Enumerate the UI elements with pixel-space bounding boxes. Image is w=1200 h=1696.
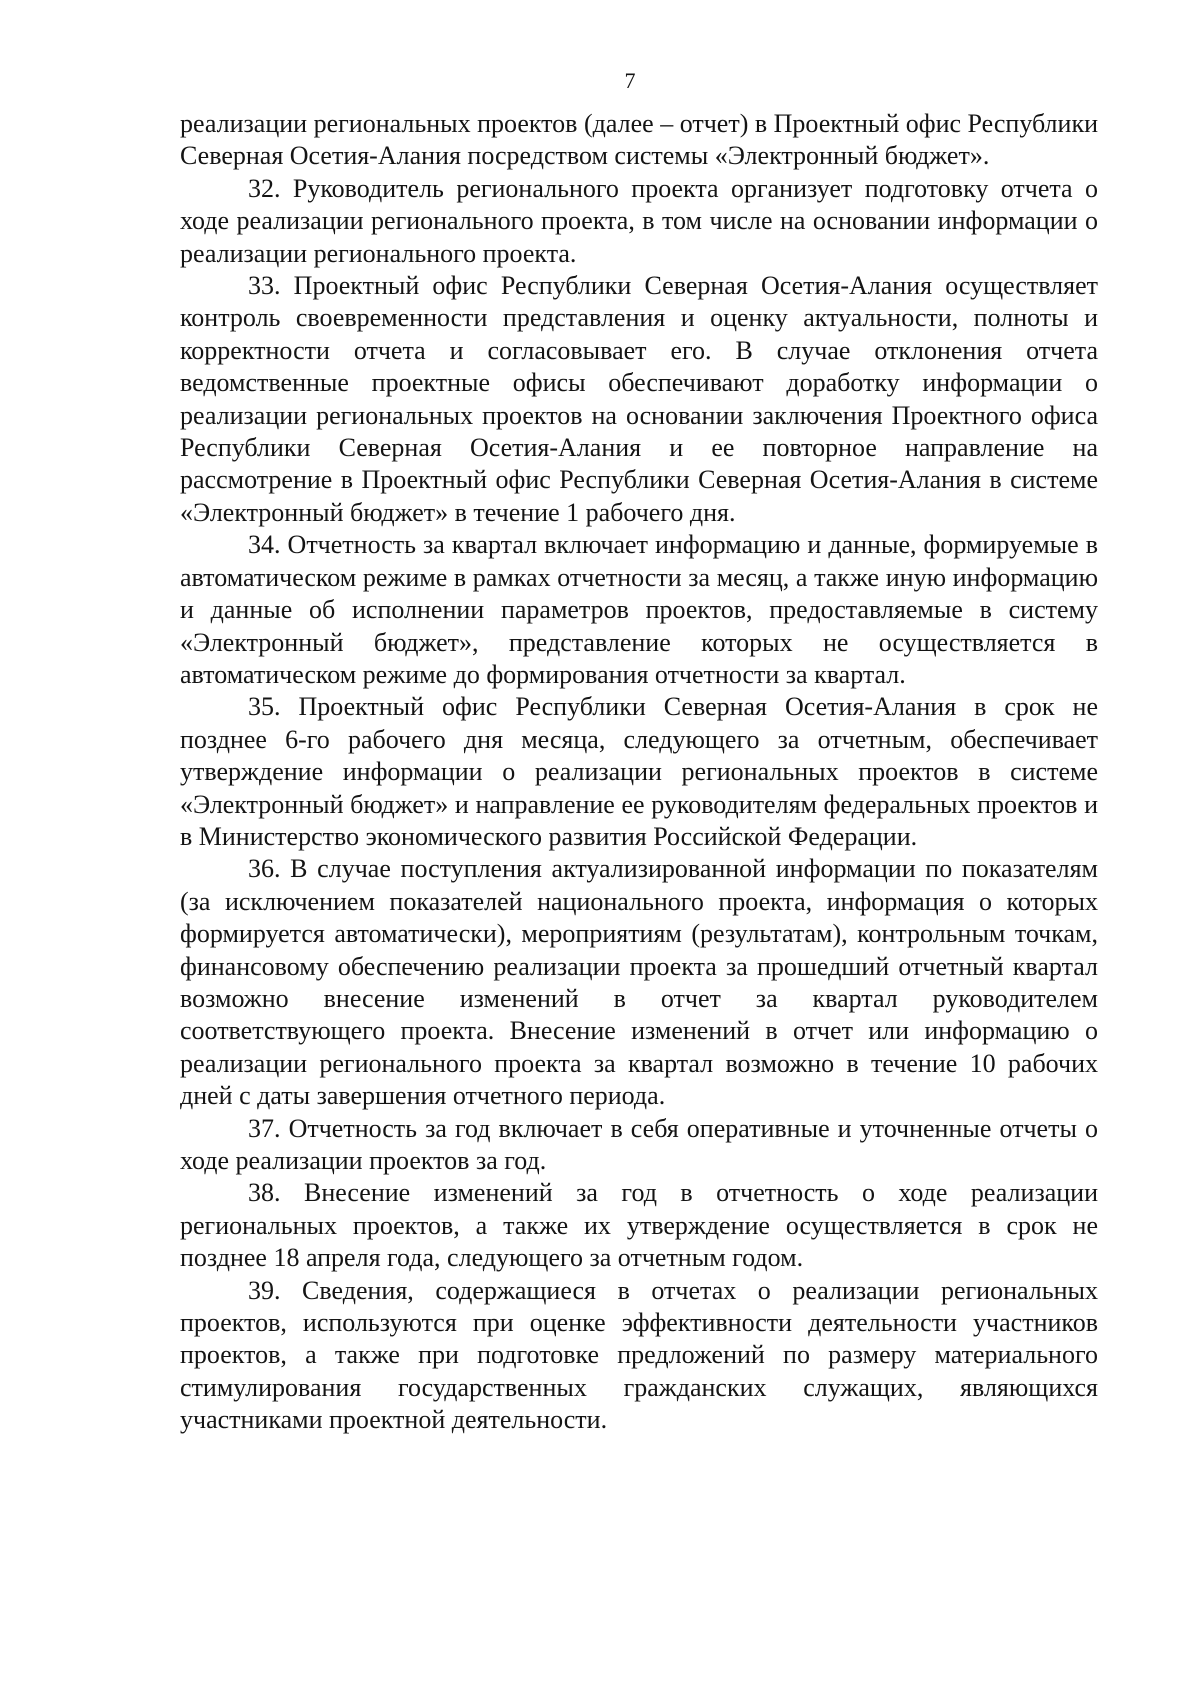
paragraph-37: 37. Отчетность за год включает в себя оперативные и уточненные отчеты о ходе реализации проектов за год. (180, 1113, 1098, 1175)
page-number: 7 (624, 68, 636, 93)
paragraph-34: 34. Отчетность за квартал включает информацию и данные, формируемые в автоматическом режиме в рамках отчетности за месяц, а также иную информацию и данные об исполнении параметров проектов, предоставляемые в систему «Электронный бюджет», представление которых не осуществляется в автоматическом режиме до формирования отчетности за квартал. (180, 530, 1098, 689)
paragraph-32: 32. Руководитель регионального проекта организует подготовку отчета о ходе реализации регионального проекта, в том числе на основании информации о реализации регионального проекта. (180, 173, 1098, 268)
paragraph-continuation: реализации региональных проектов (далее – отчет) в Проектный офис Республики Северная Осетия-Алания посредством системы «Электронный бюджет». (180, 109, 1098, 171)
paragraph-39: 39. Сведения, содержащиеся в отчетах о реализации региональных проектов, используются при оценке эффективности деятельности участников проектов, а также при подготовке предложений по размеру материального стимулирования государственных гражданских служащих, являющихся участниками проектной деятельности. (180, 1275, 1098, 1435)
paragraph-36: 36. В случае поступления актуализированной информации по показателям (за исключением показателей национального проекта, информация о которых формируется автоматически), мероприятиям (результатам), контрольным точкам, финансовому обеспечению реализации проекта за прошедший отчетный квартал возможно внесение изменений в отчет за квартал руководителем соответствующего проекта. Внесение изменений в отчет или информацию о реализации регионального проекта за квартал возможно в течение 10 рабочих дней с даты завершения отчетного периода. (180, 854, 1098, 1111)
paragraph-35: 35. Проектный офис Республики Северная Осетия-Алания в срок не позднее 6-го рабочего дня месяца, следующего за отчетным, обеспечивает утверждение информации о реализации региональных проектов в системе «Электронный бюджет» и направление ее руководителям федеральных проектов и в Министерство экономического развития Российской Федерации. (180, 692, 1098, 851)
paragraph-38: 38. Внесение изменений за год в отчетность о ходе реализации региональных проектов, а также их утверждение осуществляется в срок не позднее 18 апреля года, следующего за отчетным годом. (180, 1178, 1098, 1273)
paragraph-33: 33. Проектный офис Республики Северная Осетия-Алания осуществляет контроль своевременности представления и оценку актуальности, полноты и корректности отчета и согласовывает его. В случае отклонения отчета ведомственные проектные офисы обеспечивают доработку информации о реализации региональных проектов на основании заключения Проектного офиса Республики Северная Осетия-Алания и ее повторное направление на рассмотрение в Проектный офис Республики Северная Осетия-Алания в системе «Электронный бюджет» в течение 1 рабочего дня. (180, 271, 1098, 527)
document-body (180, 108, 1098, 1437)
